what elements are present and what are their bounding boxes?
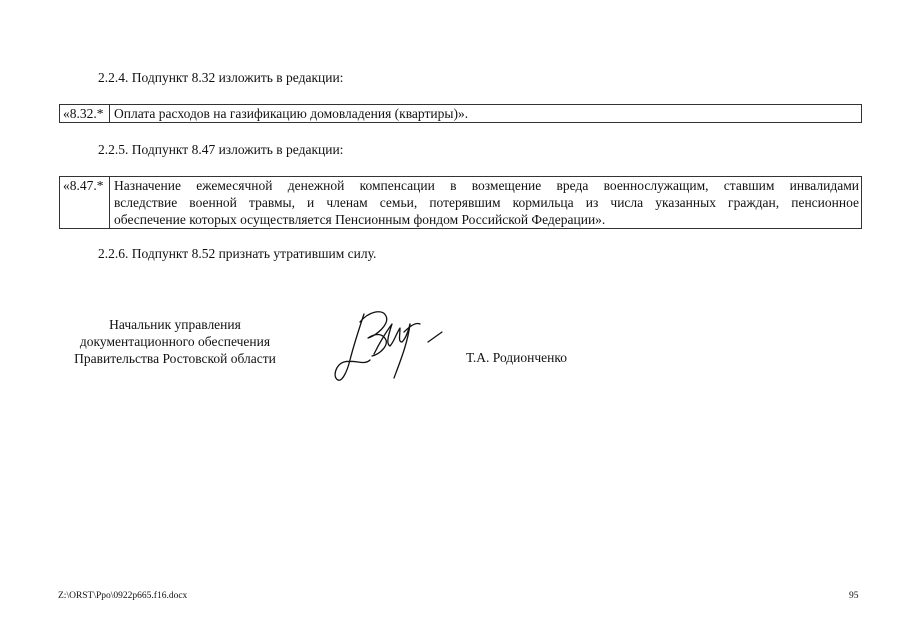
footer-file-path: Z:\ORST\Ppo\0922p665.f16.docx — [58, 591, 188, 601]
paragraph-2-2-6: 2.2.6. Подпункт 8.52 признать утратившим силу. — [98, 246, 377, 261]
row-text-line: обеспечение которых осуществляется Пенсионным фондом Российской Федерации». — [114, 212, 606, 227]
row-text-line: Назначение ежемесячной денежной компенсации в возмещение вреда военнослужащим, ставшим инвалидами — [114, 178, 859, 193]
table-row-8-47 — [59, 176, 862, 229]
signatory-position-line: Правительства Ростовской области — [74, 351, 276, 366]
signatory-position-line: Начальник управления — [109, 317, 241, 332]
paragraph-2-2-4: 2.2.4. Подпункт 8.32 изложить в редакции: — [98, 70, 344, 85]
paragraph-2-2-5: 2.2.5. Подпункт 8.47 изложить в редакции: — [98, 142, 344, 157]
row-text: Оплата расходов на газификацию домовладения (квартиры)». — [114, 106, 469, 121]
row-number: «8.32.* — [60, 105, 110, 122]
signatory-position-line: документационного обеспечения — [79, 334, 271, 349]
row-text — [110, 177, 861, 228]
footer-page-number: 95 — [849, 591, 859, 601]
signatory-position — [55, 316, 295, 367]
row-text-line: вследствие военной травмы, и членам семьи, потерявшим кормильца из числа указанных граждан, пенсионное — [114, 195, 859, 210]
handwritten-signature — [330, 302, 450, 394]
table-row-8-32 — [59, 104, 862, 123]
signatory-name: Т.А. Родионченко — [466, 350, 567, 365]
row-number: «8.47.* — [60, 177, 110, 228]
